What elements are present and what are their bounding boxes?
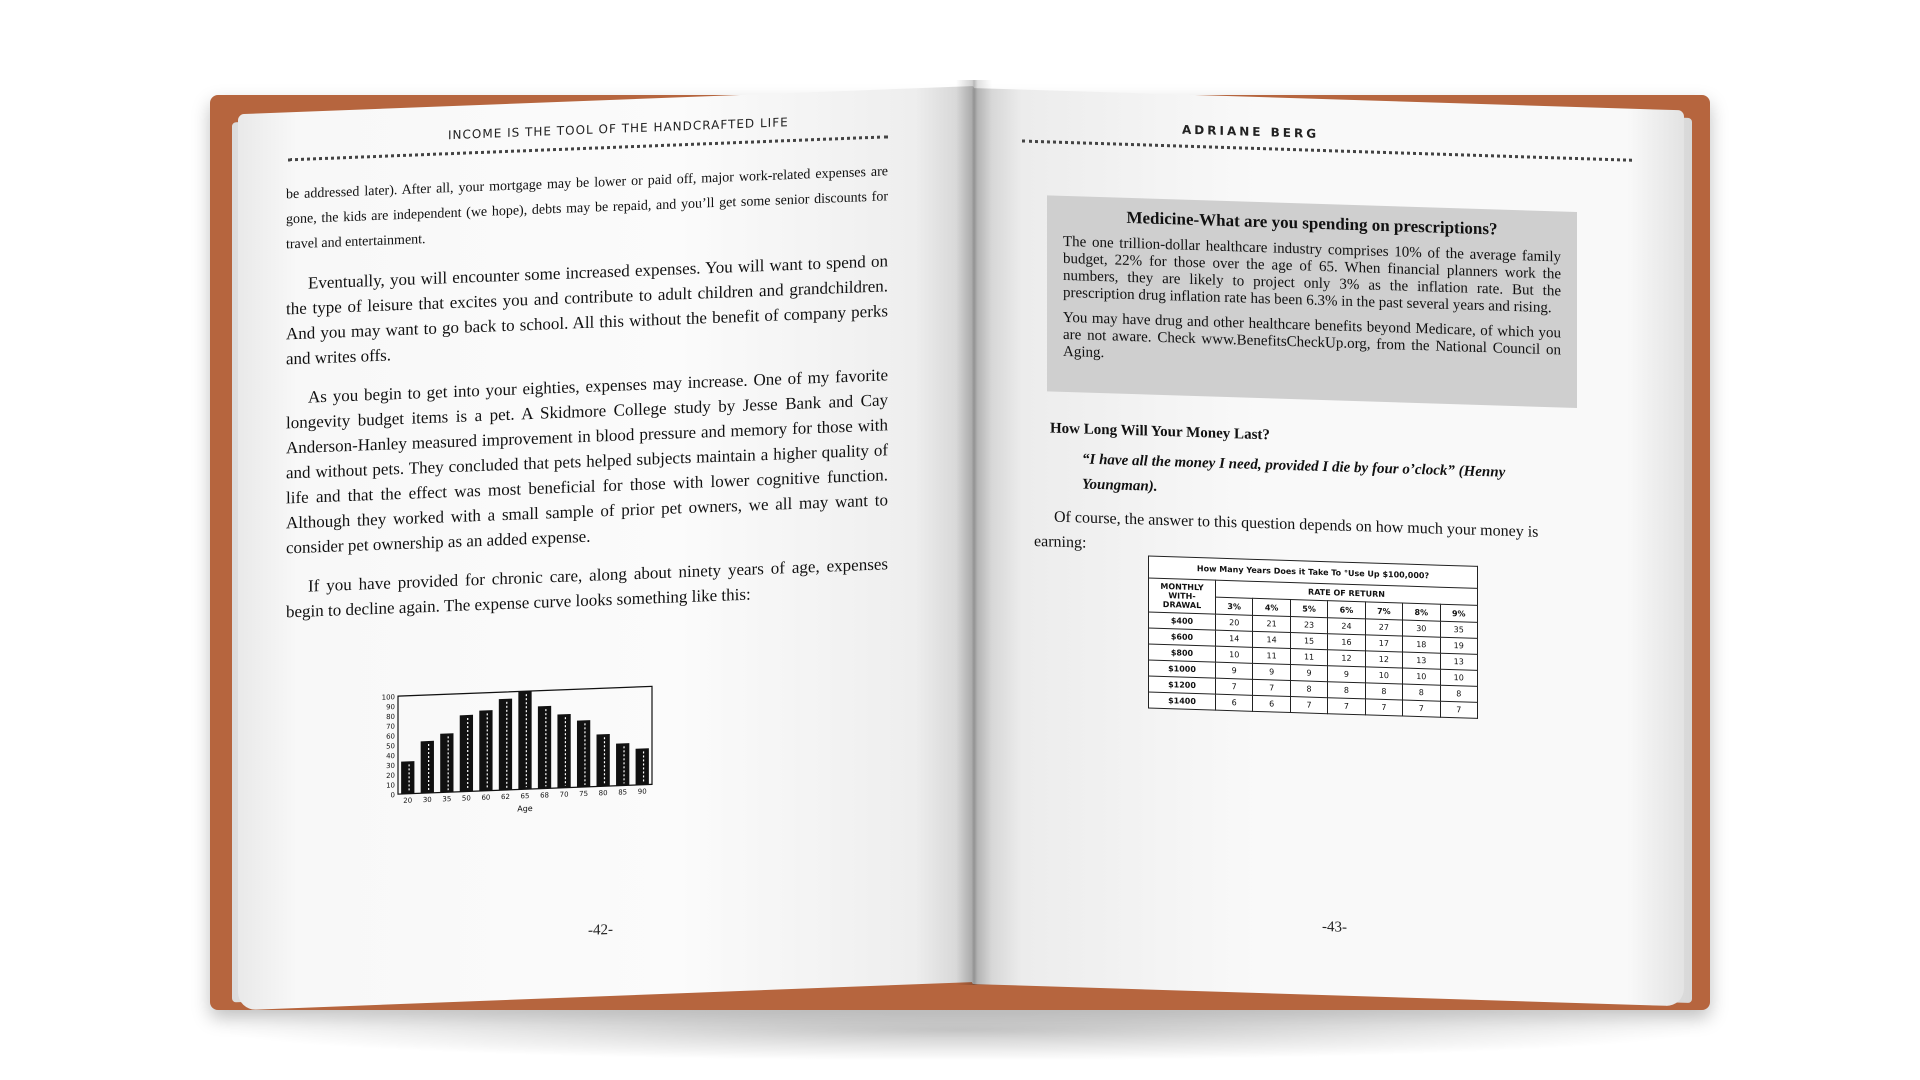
years-cell: 19 <box>1440 637 1477 654</box>
years-cell: 7 <box>1328 698 1365 715</box>
right-running-head: ADRIANE BERG <box>1182 122 1320 141</box>
chart-y-tick-label: 90 <box>386 703 395 712</box>
years-cell: 27 <box>1365 619 1402 636</box>
years-cell: 14 <box>1253 631 1290 648</box>
years-cell: 9 <box>1216 662 1253 679</box>
chart-y-tick-label: 70 <box>386 722 395 731</box>
paragraph-1: be addressed later). After all, your mortgage may be lower or paid off, major work-related expenses are gone, the kids are independent (we hope), debts may be repaid, and you’ll get some senior discounts for travel and entertainment. <box>286 164 888 253</box>
chart-x-tick-label: 30 <box>422 795 432 805</box>
years-cell: 15 <box>1290 633 1327 650</box>
years-cell: 16 <box>1328 634 1365 651</box>
years-cell: 12 <box>1365 651 1402 668</box>
chart-x-tick-label: 62 <box>501 792 510 802</box>
chart-x-tick-label: 65 <box>520 792 530 801</box>
chart-x-tick-label: 60 <box>481 793 491 802</box>
chart-bar <box>557 714 570 788</box>
chart-bar <box>460 715 473 792</box>
chart-bar <box>597 734 610 786</box>
right-paragraph: Of course, the answer to this question depends on how much your money is earning: <box>1034 508 1539 552</box>
expense-curve-chart <box>370 680 660 821</box>
prescription-callout-box <box>1047 195 1577 408</box>
withdrawal-amount: $1200 <box>1149 676 1216 694</box>
chart-y-tick-label: 30 <box>386 761 395 771</box>
callout-paragraph-1: The one trillion-dollar healthcare industry comprises 10% of the average family budget, 22% for those over the age of 65. When financial planners work the numbers, they are likely to project only 3% as the inflation rate. But the prescription drug inflation rate has been 6.3% in the past several years and rising. <box>1063 233 1561 317</box>
paragraph-3: As you begin to get into your eighties, expenses may increase. One of my favorite longevity budget items is a pet. A Skidmore College study by Jesse Bank and Cay Anderson-Hanley measured improvement in blood pressure and memory for those with and without pets. They concluded that pets helped subjects maintain a higher quality of life and that the effect was most beneficial for those with lower cognitive function. Although they worked with a small sample of prior pet owners, we all may want to consider pet ownership as an added expense. <box>286 365 888 558</box>
years-cell: 9 <box>1290 665 1327 682</box>
rate-header: 6% <box>1328 601 1365 619</box>
years-cell: 10 <box>1440 669 1477 686</box>
years-cell: 20 <box>1216 614 1253 631</box>
chart-x-tick-label: 68 <box>540 791 549 800</box>
years-cell: 9 <box>1253 663 1290 680</box>
years-cell: 9 <box>1328 666 1365 683</box>
rate-header: 5% <box>1290 600 1327 618</box>
chart-x-tick-label: 20 <box>403 796 413 805</box>
chart-bar <box>499 699 512 791</box>
years-cell: 10 <box>1403 668 1440 685</box>
withdrawal-amount: $400 <box>1149 612 1216 630</box>
chart-bar <box>440 733 453 792</box>
chart-bar <box>401 761 414 794</box>
left-page <box>238 86 974 1010</box>
years-cell: 11 <box>1253 647 1290 664</box>
years-cell: 6 <box>1253 695 1290 712</box>
henny-youngman-quote: “I have all the money I need, provided I die by four o’clock” (Henny Youngman). <box>1082 451 1506 495</box>
paragraph-4: If you have provided for chronic care, along about ninety years of age, expenses begin to decline again. The expense curve looks something like this: <box>286 554 888 622</box>
years-cell: 14 <box>1216 630 1253 647</box>
expense-chart-svg <box>370 680 660 821</box>
years-cell: 7 <box>1365 699 1402 716</box>
years-cell: 7 <box>1216 678 1253 695</box>
years-cell: 7 <box>1403 700 1440 717</box>
years-cell: 8 <box>1365 683 1402 700</box>
chart-x-tick-label: 85 <box>618 788 628 797</box>
years-cell: 8 <box>1328 682 1365 699</box>
years-cell: 23 <box>1290 617 1327 634</box>
years-cell: 6 <box>1216 694 1253 711</box>
chart-bar <box>577 720 590 787</box>
chart-x-axis-label: Age <box>517 803 533 814</box>
right-page-number: -43- <box>1322 918 1347 936</box>
rate-header: 4% <box>1253 598 1290 616</box>
left-page-number: -42- <box>588 921 613 939</box>
rate-header: 7% <box>1365 602 1402 620</box>
years-cell: 35 <box>1440 621 1477 638</box>
left-head-divider <box>288 135 888 161</box>
table-column-group-header: RATE OF RETURN <box>1216 580 1478 605</box>
chart-y-tick-label: 40 <box>386 752 395 761</box>
chart-y-tick-label: 100 <box>381 693 395 702</box>
right-page <box>972 88 1684 1006</box>
chart-bar <box>636 748 649 785</box>
years-cell: 11 <box>1290 649 1327 666</box>
chart-bar <box>421 741 434 793</box>
chart-bar <box>616 743 629 786</box>
chart-y-tick-label: 80 <box>386 712 395 722</box>
chart-bar <box>518 691 531 790</box>
years-cell: 7 <box>1290 697 1327 714</box>
chart-x-tick-label: 70 <box>559 790 569 799</box>
years-cell: 18 <box>1403 636 1440 653</box>
chart-x-tick-label: 35 <box>442 795 452 804</box>
years-cell: 21 <box>1253 615 1290 632</box>
years-cell: 7 <box>1440 701 1477 718</box>
years-cell: 10 <box>1216 646 1253 663</box>
right-head-divider <box>1022 140 1632 162</box>
years-cell: 12 <box>1328 650 1365 667</box>
table-title: How Many Years Does it Take To °Use Up $100,000? <box>1149 556 1478 588</box>
withdrawal-amount: $600 <box>1149 628 1216 646</box>
years-cell: 8 <box>1290 681 1327 698</box>
years-cell: 7 <box>1253 679 1290 696</box>
chart-y-tick-label: 20 <box>386 771 395 780</box>
section-heading: How Long Will Your Money Last? <box>1050 420 1270 444</box>
chart-x-tick-label: 50 <box>461 794 471 803</box>
chart-y-tick-label: 10 <box>386 781 395 790</box>
years-cell: 8 <box>1440 685 1477 702</box>
chart-y-tick-label: 50 <box>386 742 395 751</box>
chart-x-tick-label: 90 <box>637 787 647 796</box>
years-cell: 10 <box>1365 667 1402 684</box>
chart-bar <box>479 710 492 791</box>
callout-paragraph-2: You may have drug and other healthcare benefits beyond Medicare, of which you are not aware. Check www.BenefitsCheckUp.org, from the National Council on Aging. <box>1063 309 1561 362</box>
chart-x-tick-label: 75 <box>579 789 589 799</box>
chart-y-tick-label: 60 <box>386 732 395 741</box>
chart-x-tick-label: 80 <box>598 789 608 798</box>
left-body-text <box>286 159 888 638</box>
years-cell: 13 <box>1440 653 1477 670</box>
callout-title: Medicine-What are you spending on prescriptions? <box>1126 207 1498 239</box>
years-to-use-up-table <box>1148 556 1478 719</box>
rate-header: 9% <box>1440 604 1477 622</box>
paragraph-2: Eventually, you will encounter some increased expenses. You will want to spend on the type of leisure that excites you and contribute to adult children and grandchildren. And you may want to go back to school. All this without the benefit of company perks and writes offs. <box>286 251 888 369</box>
withdrawal-amount: $1000 <box>1149 660 1216 678</box>
years-cell: 17 <box>1365 635 1402 652</box>
years-cell: 8 <box>1403 684 1440 701</box>
years-cell: 13 <box>1403 652 1440 669</box>
left-running-head: INCOME IS THE TOOL OF THE HANDCRAFTED LIFE <box>448 115 789 143</box>
table-row-header: MONTHLY WITH- DRAWAL <box>1149 578 1216 614</box>
chart-y-tick-label: 0 <box>390 791 395 800</box>
years-cell: 24 <box>1328 618 1365 635</box>
years-cell: 30 <box>1403 620 1440 637</box>
rate-header: 8% <box>1403 603 1440 621</box>
rate-header: 3% <box>1216 597 1253 615</box>
withdrawal-amount: $800 <box>1149 644 1216 662</box>
chart-bar <box>538 706 551 789</box>
withdrawal-amount: $1400 <box>1149 692 1216 710</box>
